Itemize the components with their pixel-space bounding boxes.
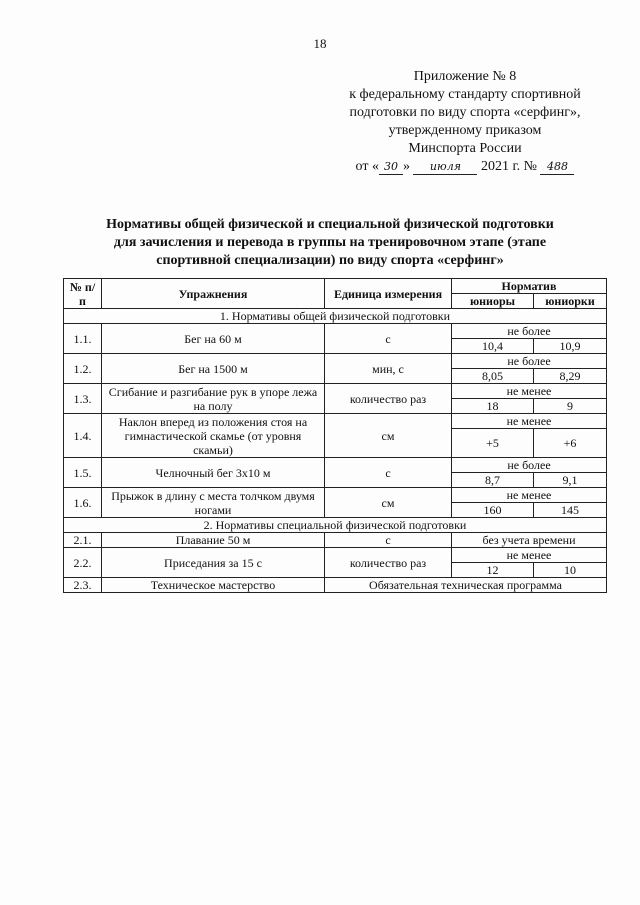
- row-unit: мин, с: [325, 354, 452, 384]
- row-condition: не менее: [452, 384, 607, 399]
- row-num: 2.3.: [64, 578, 102, 593]
- table-row: [64, 384, 607, 399]
- table-row: [64, 414, 607, 429]
- header-juniors-m: юниоры: [452, 294, 534, 309]
- table-row: [64, 533, 607, 548]
- row-exercise: Сгибание и разгибание рук в упоре лежа на полу: [102, 384, 325, 414]
- value-juniors-m: 12: [452, 563, 534, 578]
- table-row: [64, 458, 607, 473]
- table-row: [64, 324, 607, 339]
- row-exercise: Бег на 60 м: [102, 324, 325, 354]
- row-unit: с: [325, 533, 452, 548]
- section-row: [64, 309, 607, 324]
- section-title: 2. Нормативы специальной физической подготовки: [64, 518, 607, 533]
- date-prefix: от «: [355, 159, 379, 174]
- row-condition: не более: [452, 324, 607, 339]
- value-juniors-f: 10: [534, 563, 607, 578]
- row-unit: см: [325, 488, 452, 518]
- page-number: 18: [313, 36, 327, 51]
- header-exercise: Упражнения: [102, 279, 325, 309]
- row-condition: не менее: [452, 488, 607, 503]
- header-juniors-f: юниорки: [534, 294, 607, 309]
- value-juniors-m: 8,05: [452, 369, 534, 384]
- header-norm: Норматив: [452, 279, 607, 294]
- row-num: 1.3.: [64, 384, 102, 414]
- handwritten-month: июля: [413, 160, 477, 175]
- table-row: [64, 354, 607, 369]
- value-juniors-m: +5: [452, 429, 534, 458]
- row-condition: не менее: [452, 414, 607, 429]
- appendix-title: Приложение № 8: [413, 69, 517, 84]
- appendix-line: подготовки по виду спорта «серфинг»,: [349, 105, 581, 120]
- appendix-line: утвержденному приказом: [388, 123, 542, 138]
- value-juniors-f: 9: [534, 399, 607, 414]
- row-exercise: Наклон вперед из положения стоя на гимнастической скамье (от уровня скамьи): [102, 414, 325, 458]
- row-exercise: Бег на 1500 м: [102, 354, 325, 384]
- value-juniors-m: 18: [452, 399, 534, 414]
- section-title: 1. Нормативы общей физической подготовки: [64, 309, 607, 324]
- table-row: [64, 548, 607, 563]
- row-num: 1.6.: [64, 488, 102, 518]
- row-num: 1.4.: [64, 414, 102, 458]
- row-num: 2.1.: [64, 533, 102, 548]
- section-row: [64, 518, 607, 533]
- value-juniors-f: 10,9: [534, 339, 607, 354]
- row-exercise: Челночный бег 3х10 м: [102, 458, 325, 488]
- row-num: 1.5.: [64, 458, 102, 488]
- table-header-row: [64, 279, 607, 294]
- date-year: 2021 г. №: [480, 159, 537, 174]
- row-exercise: Плавание 50 м: [102, 533, 325, 548]
- table-row: [64, 488, 607, 503]
- value-juniors-m: 10,4: [452, 339, 534, 354]
- date-mid: »: [402, 159, 410, 174]
- appendix-order-date: [330, 158, 600, 176]
- value-juniors-f: +6: [534, 429, 607, 458]
- row-unit: с: [325, 324, 452, 354]
- appendix-line: Минспорта России: [408, 141, 522, 156]
- title-line: Нормативы общей физической и специальной физической подготовки: [106, 217, 554, 232]
- row-unit: количество раз: [325, 384, 452, 414]
- row-exercise: Прыжок в длину с места толчком двумя ногами: [102, 488, 325, 518]
- title-line: спортивной специализации) по виду спорта «серфинг»: [156, 253, 504, 268]
- title-line: для зачисления и перевода в группы на тренировочном этапе (этапе: [113, 235, 547, 250]
- row-condition: не более: [452, 354, 607, 369]
- row-norm-text: без учета времени: [452, 533, 607, 548]
- row-num: 1.2.: [64, 354, 102, 384]
- row-num: 2.2.: [64, 548, 102, 578]
- handwritten-number: 488: [540, 160, 574, 175]
- handwritten-day: 30: [379, 160, 403, 175]
- value-juniors-f: 9,1: [534, 473, 607, 488]
- row-unit: количество раз: [325, 548, 452, 578]
- row-num: 1.1.: [64, 324, 102, 354]
- appendix-line: к федеральному стандарту спортивной: [349, 87, 581, 102]
- row-exercise: Техническое мастерство: [102, 578, 325, 593]
- norms-table: [63, 278, 607, 593]
- row-merged-text: Обязательная техническая программа: [325, 578, 607, 593]
- value-juniors-m: 160: [452, 503, 534, 518]
- row-exercise: Приседания за 15 с: [102, 548, 325, 578]
- row-condition: не менее: [452, 548, 607, 563]
- appendix-header: [330, 68, 600, 176]
- row-unit: см: [325, 414, 452, 458]
- value-juniors-m: 8,7: [452, 473, 534, 488]
- row-unit: с: [325, 458, 452, 488]
- row-condition: не более: [452, 458, 607, 473]
- header-num: № п/п: [64, 279, 102, 309]
- header-unit: Единица измерения: [325, 279, 452, 309]
- value-juniors-f: 145: [534, 503, 607, 518]
- document-title: [60, 216, 600, 270]
- table-row: [64, 578, 607, 593]
- value-juniors-f: 8,29: [534, 369, 607, 384]
